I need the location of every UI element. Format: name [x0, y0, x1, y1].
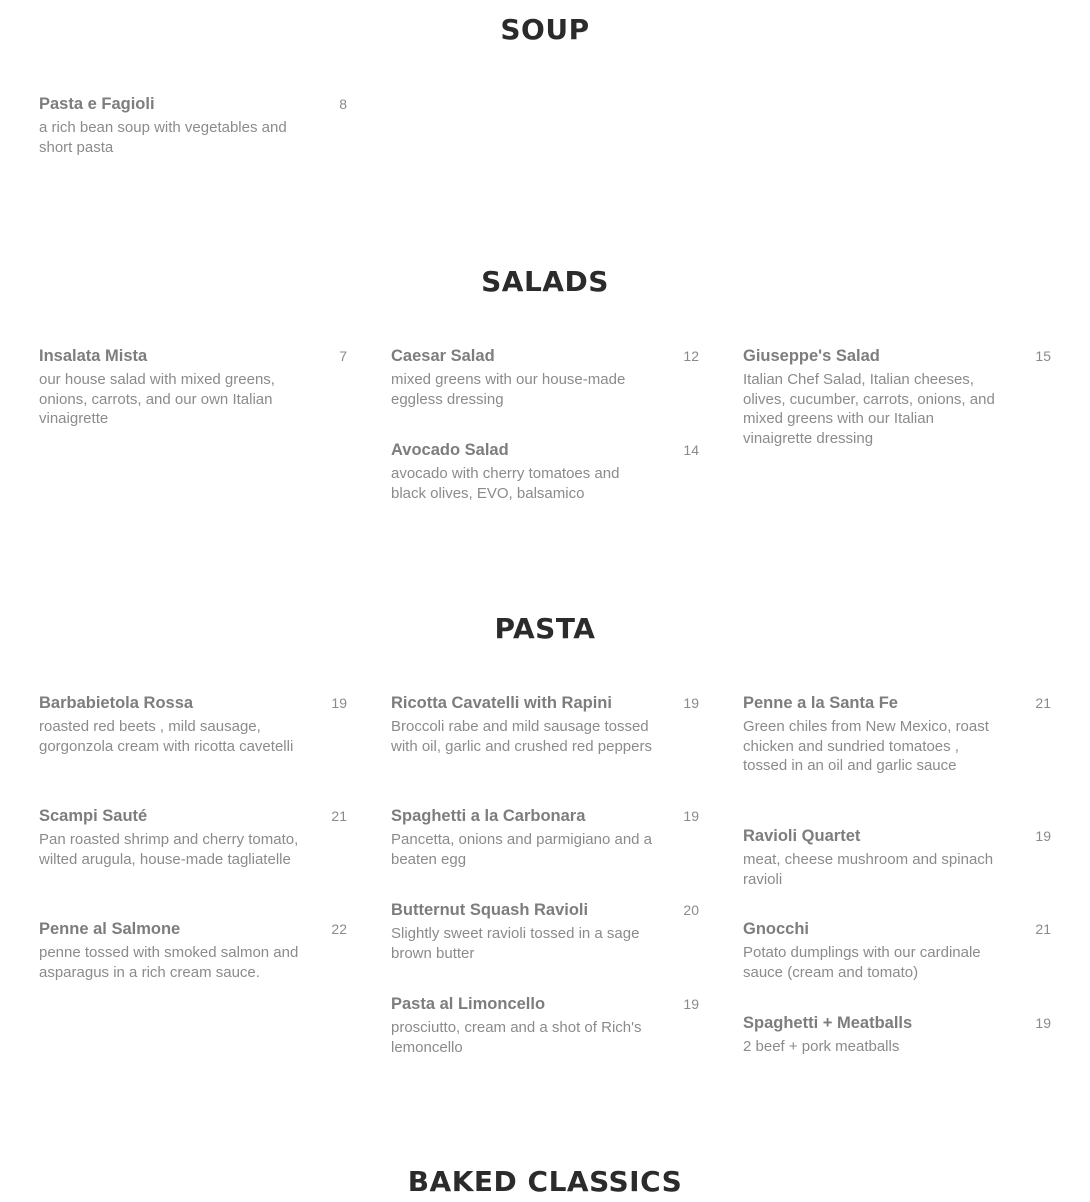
item-name: Pasta al Limoncello — [391, 995, 546, 1013]
item-name: Ricotta Cavatelli with Rapini — [391, 694, 612, 712]
item-name: Penne al Salmone — [39, 920, 181, 938]
item-price: 19 — [683, 996, 699, 1012]
item-price: 20 — [683, 902, 699, 918]
menu-item — [391, 994, 699, 1057]
item-price: 19 — [683, 695, 699, 711]
menu-item — [743, 919, 1051, 982]
item-price: 19 — [1035, 1015, 1051, 1031]
item-name: Spaghetti a la Carbonara — [391, 807, 586, 825]
item-price: 21 — [1035, 695, 1051, 711]
item-name: Caesar Salad — [391, 347, 495, 365]
item-name: Giuseppe's Salad — [743, 347, 880, 365]
item-price: 21 — [1035, 921, 1051, 937]
section-title-pasta: PASTA — [494, 612, 596, 645]
menu-item — [391, 806, 699, 869]
item-name: Insalata Mista — [39, 347, 148, 365]
item-price: 19 — [1035, 828, 1051, 844]
item-price: 14 — [683, 442, 699, 458]
menu-item — [391, 900, 699, 963]
item-name: Scampi Sauté — [39, 807, 148, 825]
item-name: Pasta e Fagioli — [39, 95, 155, 113]
item-name: Penne a la Santa Fe — [743, 694, 898, 712]
item-price: 19 — [683, 808, 699, 824]
item-description: Italian Chef Salad, Italian cheeses, olives, cucumber, carrots, onions, and mixed greens with our Italian vinaigrette dressing — [743, 371, 995, 447]
menu-item — [39, 94, 347, 157]
item-description: Green chiles from New Mexico, roast chicken and sundried tomatoes , tossed in an oil and garlic sauce — [743, 718, 989, 775]
item-price: 19 — [331, 695, 347, 711]
item-description: Slightly sweet ravioli tossed in a sage brown butter — [391, 925, 640, 962]
item-description: Broccoli rabe and mild sausage tossed with oil, garlic and crushed red peppers — [391, 718, 652, 755]
section-title-baked-classics: BAKED CLASSICS — [407, 1165, 683, 1198]
item-name: Ravioli Quartet — [743, 827, 861, 845]
menu-item — [743, 693, 1051, 776]
menu-item — [39, 693, 347, 756]
item-price: 7 — [339, 348, 347, 364]
item-description: roasted red beets , mild sausage, gorgonzola cream with ricotta cavetelli — [39, 718, 294, 755]
item-description: Potato dumplings with our cardinale sauce (cream and tomato) — [743, 944, 981, 981]
item-description: prosciutto, cream and a shot of Rich's lemoncello — [391, 1019, 642, 1056]
menu-item — [391, 346, 699, 409]
item-description: meat, cheese mushroom and spinach ravioli — [743, 851, 994, 888]
item-price: 22 — [331, 921, 347, 937]
item-description: a rich bean soup with vegetables and short pasta — [39, 119, 287, 156]
menu-item — [39, 919, 347, 982]
item-description: penne tossed with smoked salmon and asparagus in a rich cream sauce. — [39, 944, 299, 981]
item-description: Pancetta, onions and parmigiano and a beaten egg — [391, 831, 653, 868]
item-name: Barbabietola Rossa — [39, 694, 194, 712]
item-description: mixed greens with our house-made eggless dressing — [391, 371, 626, 408]
item-description: Pan roasted shrimp and cherry tomato, wilted arugula, house-made tagliatelle — [39, 831, 299, 868]
menu-item — [743, 826, 1051, 889]
menu-item — [743, 1013, 1051, 1057]
item-name: Gnocchi — [743, 920, 810, 938]
item-description: avocado with cherry tomatoes and black olives, EVO, balsamico — [391, 465, 620, 502]
item-description: our house salad with mixed greens, onions, carrots, and our own Italian vinaigrette — [39, 371, 275, 428]
section-title-salads: SALADS — [481, 265, 609, 298]
menu-item — [39, 346, 347, 429]
item-price: 21 — [331, 808, 347, 824]
item-name: Butternut Squash Ravioli — [391, 901, 589, 919]
item-name: Spaghetti + Meatballs — [743, 1014, 913, 1032]
menu-item — [391, 693, 699, 756]
item-description: 2 beef + pork meatballs — [743, 1038, 900, 1055]
menu-item — [39, 806, 347, 869]
item-name: Avocado Salad — [391, 441, 509, 459]
menu-item — [743, 346, 1051, 448]
item-price: 12 — [683, 348, 699, 364]
item-price: 8 — [339, 96, 347, 112]
item-price: 15 — [1035, 348, 1051, 364]
section-title-soup: SOUP — [500, 13, 590, 46]
menu-item — [391, 440, 699, 503]
